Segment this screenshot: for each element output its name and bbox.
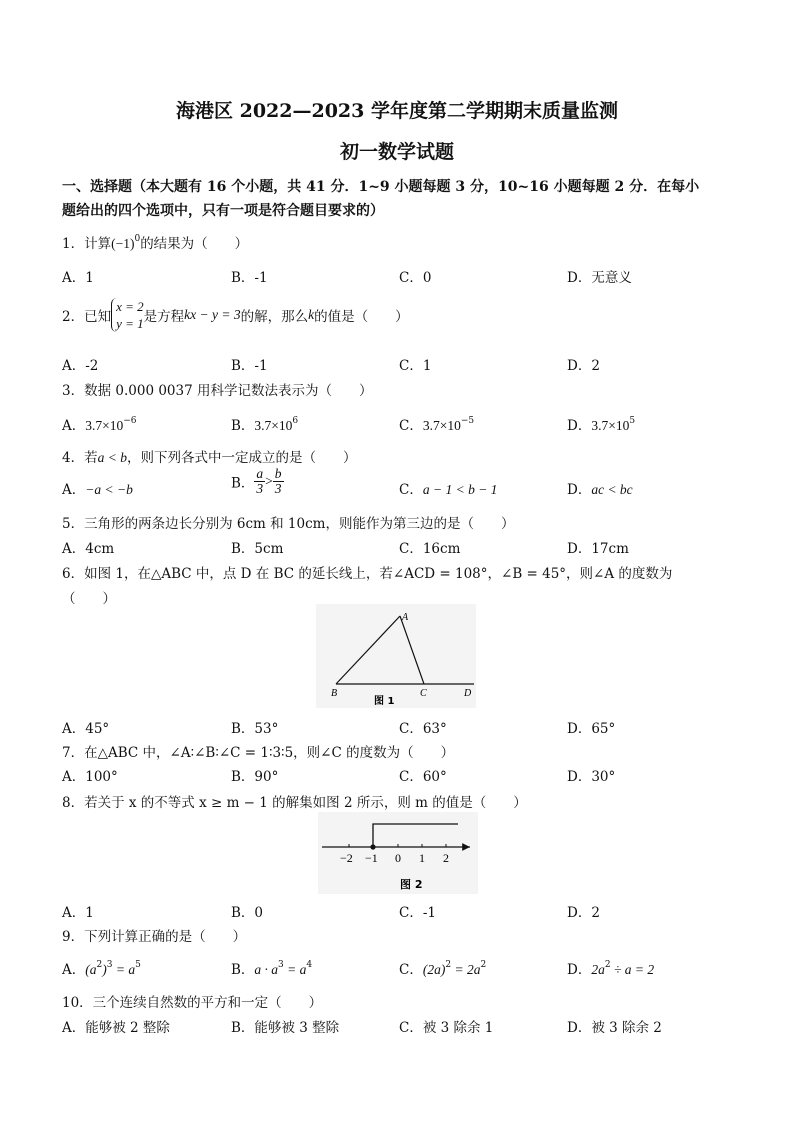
vertex-c-label: C — [420, 688, 427, 699]
q7-option-b[interactable]: B．90° — [231, 769, 279, 785]
q2-option-b[interactable]: B．-1 — [231, 358, 268, 374]
vertex-a-label: A — [402, 612, 409, 623]
q7-option-c[interactable]: C．60° — [399, 769, 447, 785]
figure-1-triangle — [316, 604, 476, 708]
question-9: 9．下列计算正确的是（ ） — [62, 929, 247, 945]
question-1: 1．计算$(-1)^0$的结果为（ ） — [62, 234, 249, 252]
q6-option-d[interactable]: D．65° — [567, 721, 616, 737]
q6-option-b[interactable]: B．53° — [231, 721, 279, 737]
figure-2-caption: 图 2 — [400, 878, 423, 891]
question-5: 5．三角形的两条边长分别为 6cm 和 10cm，则能作为第三边的是（ ） — [62, 516, 515, 532]
side-ac — [400, 616, 424, 684]
q2-option-d[interactable]: D．2 — [567, 358, 600, 374]
question-6: 6．如图 1，在△ABC 中，点 D 在 BC 的延长线上，若∠ACD = 108°，∠B = 45°，则∠A 的度数为 — [62, 566, 673, 582]
q1-option-b[interactable]: B．-1 — [231, 270, 268, 286]
fraction-b-over-3: $\frac{b}{3}$ — [274, 466, 282, 496]
q10-option-c[interactable]: C．被 3 除余 1 — [399, 1020, 494, 1036]
q1-option-c[interactable]: C．0 — [399, 270, 432, 286]
page-subtitle: 初一数学试题 — [339, 141, 454, 163]
figure-1-caption: 图 1 — [374, 696, 395, 707]
tick-label-0: 0 — [395, 851, 401, 865]
q8-option-a[interactable]: A．1 — [62, 905, 94, 921]
q9-option-c[interactable]: C．$(2a)^2 = 2a^2$ — [399, 960, 487, 978]
fraction-a-over-3: $\frac{a}{3}$ — [256, 466, 264, 496]
q3-option-b[interactable]: B．$3.7\times 10^6$ — [231, 416, 299, 434]
q5-option-c[interactable]: C．16cm — [399, 541, 461, 557]
question-2: 2．已知 x = 2 y = 1 是方程kx − y = 3的解，那么k的值是（ ） — [62, 299, 409, 331]
q4-option-c[interactable]: C．a − 1 < b − 1 — [399, 482, 498, 498]
question-10: 10．三个连续自然数的平方和一定（ ） — [62, 995, 323, 1011]
triangle-diagram — [316, 604, 476, 708]
q10-option-b[interactable]: B．能够被 3 整除 — [231, 1020, 340, 1036]
q4-option-a[interactable]: A．−a < −b — [62, 482, 133, 498]
q7-option-a[interactable]: A．100° — [62, 769, 118, 785]
q9-option-b[interactable]: B．$a \cdot a^3 = a^4$ — [231, 960, 313, 978]
tick-label-neg1: −1 — [365, 851, 378, 865]
tick-label-2: 2 — [443, 851, 449, 865]
q5-option-d[interactable]: D．17cm — [567, 541, 629, 557]
tick-label-neg2: −2 — [340, 851, 353, 865]
question-6-blank: （ ） — [62, 591, 116, 607]
question-4: 4．若a < b，则下列各式中一定成立的是（ ） — [62, 450, 357, 466]
question-8: 8．若关于 x 的不等式 x ≥ m − 1 的解集如图 2 所示，则 m 的值是（ ） — [62, 795, 527, 811]
number-line-diagram — [318, 812, 478, 894]
tick-label-1: 1 — [419, 851, 425, 865]
q8-option-c[interactable]: C．-1 — [399, 905, 436, 921]
q3-option-d[interactable]: D．$3.7\times 10^5$ — [567, 416, 636, 434]
question-7: 7．在△ABC 中，∠A∶∠B∶∠C = 1∶3∶5，则∠C 的度数为（ ） — [62, 745, 455, 761]
q4-option-d[interactable]: D．ac < bc — [567, 482, 633, 498]
equation-system: x = 2 y = 1 — [111, 298, 144, 332]
q9-option-a[interactable]: A．$(a^2)^3 = a^5$ — [62, 960, 141, 978]
q3-option-c[interactable]: C．$3.7\times 10^{-5}$ — [399, 416, 475, 434]
section-heading-line1: 一、选择题（本大题有 16 个小题，共 41 分．1~9 小题每题 3 分，10~16 小题每题 2 分．在每小 — [62, 179, 700, 195]
q4-option-b[interactable]: B． $\frac{a}{3}$ > $\frac{b}{3}$ — [231, 466, 282, 496]
side-ab — [336, 616, 400, 684]
q8-option-b[interactable]: B．0 — [231, 905, 264, 921]
point-d-label: D — [464, 688, 472, 699]
q2-option-c[interactable]: C．1 — [399, 358, 432, 374]
q5-option-a[interactable]: A．4cm — [62, 541, 115, 557]
page-title: 海港区 2022—2023 学年度第二学期期末质量监测 — [176, 100, 618, 122]
section-heading-line2: 题给出的四个选项中，只有一项是符合题目要求的） — [62, 203, 384, 219]
solution-ray — [373, 824, 458, 847]
q2-option-a[interactable]: A．-2 — [62, 358, 99, 374]
q7-option-d[interactable]: D．30° — [567, 769, 616, 785]
solid-point — [370, 844, 375, 849]
question-3: 3．数据 0.000 0037 用科学记数法表示为（ ） — [62, 383, 373, 399]
q6-option-a[interactable]: A．45° — [62, 721, 110, 737]
q1-option-a[interactable]: A．1 — [62, 270, 94, 286]
figure-2-number-line — [318, 812, 478, 894]
vertex-b-label: B — [331, 688, 338, 699]
q9-option-d[interactable]: D．$2a^2 \div a = 2$ — [567, 960, 655, 978]
q3-option-a[interactable]: A．$3.7\times 10^{-6}$ — [62, 416, 137, 434]
q10-option-d[interactable]: D．被 3 除余 2 — [567, 1020, 662, 1036]
q1-option-d[interactable]: D．无意义 — [567, 270, 632, 286]
q6-option-c[interactable]: C．63° — [399, 721, 447, 737]
q5-option-b[interactable]: B．5cm — [231, 541, 284, 557]
q10-option-a[interactable]: A．能够被 2 整除 — [62, 1020, 170, 1036]
q8-option-d[interactable]: D．2 — [567, 905, 600, 921]
